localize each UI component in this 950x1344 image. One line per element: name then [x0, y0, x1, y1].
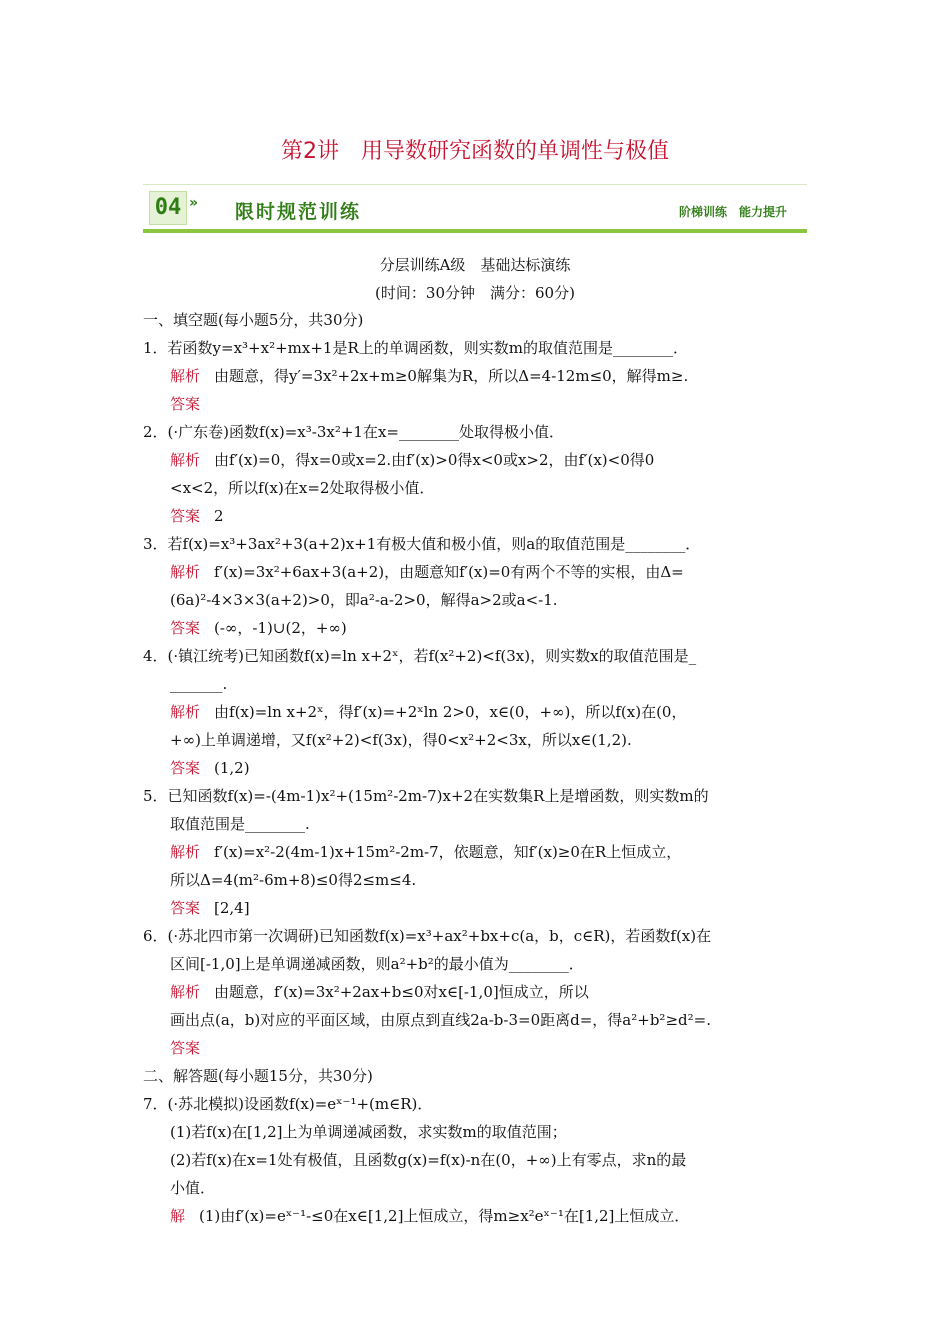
banner-subtitle: 阶梯训练 能力提升 — [678, 205, 787, 219]
answer-6 — [170, 1038, 214, 1058]
analysis-6: 解析 由题意，f′(x)=3x²+2ax+b≤0对x∈[-1,0]恒成立，所以 — [170, 983, 589, 1001]
analysis-label: 解析 — [170, 451, 201, 469]
banner-arrow-icon: » — [189, 195, 199, 211]
time-info: (时间：30分钟 满分：60分) — [375, 284, 575, 302]
analysis-2: 解析 由f′(x)=0，得x=0或x=2.由f′(x)>0得x<0或x>2，由f′(x)<0得0 — [170, 451, 655, 469]
answer-label: 答案 — [170, 395, 201, 413]
banner-number: 04 — [149, 191, 187, 225]
analysis-3: 解析 f′(x)=3x²+6ax+3(a+2)，由题意知f′(x)=0有两个不等的实根，由Δ= — [170, 563, 684, 581]
analysis-5: 解析 f′(x)=x²-2(4m-1)x+15m²-2m-7，依题意，知f′(x)≥0在R上恒成立， — [170, 843, 682, 861]
answer-5: 答案 [2,4] — [170, 899, 250, 917]
answer-label: 答案 — [170, 619, 201, 637]
answer-4: 答案 (1,2) — [170, 759, 250, 777]
analysis-label: 解析 — [170, 367, 201, 385]
answer-1 — [170, 394, 214, 414]
part-one-heading: 一、填空题(每小题5分，共30分) — [143, 311, 364, 329]
analysis-6-cont: 画出点(a，b)对应的平面区域，由原点到直线2a-b-3=0距离d=，得a²+b²≥d²=. — [170, 1011, 711, 1029]
question-7-part-2-cont: 小值． — [170, 1179, 216, 1197]
analysis-3-cont: (6a)²-4×3×3(a+2)>0，即a²-a-2>0，解得a>2或a<-1. — [170, 591, 558, 609]
answer-label: 答案 — [170, 899, 201, 917]
analysis-label: 解析 — [170, 843, 201, 861]
section-title: 分层训练A级 基础达标演练 — [379, 256, 571, 274]
solution-label: 解 — [170, 1207, 186, 1225]
analysis-label: 解析 — [170, 703, 201, 721]
question-5-cont: 取值范围是________. — [170, 815, 310, 833]
answer-2: 答案 2 — [170, 507, 224, 525]
answer-label: 答案 — [170, 507, 201, 525]
page-title: 第2讲 用导数研究函数的单调性与极值 — [281, 139, 669, 164]
analysis-label: 解析 — [170, 983, 201, 1001]
analysis-5-cont: 所以Δ=4(m²-6m+8)≤0得2≤m≤4. — [170, 871, 417, 889]
analysis-4: 解析 由f(x)=ln x+2ˣ，得f′(x)=+2ˣln 2>0，x∈(0，+∞)，所以f(x)在(0， — [170, 703, 687, 721]
question-6-cont: 区间[-1,0]上是单调递减函数，则a²+b²的最小值为________． — [170, 955, 584, 973]
part-two-heading: 二、解答题(每小题15分，共30分) — [143, 1067, 373, 1085]
analysis-4-cont: +∞)上单调递增，又f(x²+2)<f(3x)，得0<x²+2<3x，所以x∈(1,2). — [170, 731, 632, 749]
question-6: 6．(·苏北四市第一次调研)已知函数f(x)=x³+ax²+bx+c(a，b，c∈R)，若函数f(x)在 — [143, 927, 712, 945]
question-3: 3．若f(x)=x³+3ax²+3(a+2)x+1有极大值和极小值，则a的取值范围是________． — [143, 535, 701, 553]
question-4: 4．(·镇江统考)已知函数f(x)=ln x+2ˣ，若f(x²+2)<f(3x)，则实数x的取值范围是_ — [143, 647, 697, 665]
question-7: 7．(·苏北模拟)设函数f(x)=eˣ⁻¹+(m∈R)． — [143, 1095, 433, 1113]
answer-label: 答案 — [170, 1039, 201, 1057]
banner-underline — [143, 229, 807, 233]
answer-label: 答案 — [170, 759, 201, 777]
banner-heading: 限时规范训练 — [235, 201, 362, 223]
solution-7: 解 (1)由f′(x)=eˣ⁻¹-≤0在x∈[1,2]上恒成立，得m≥x²eˣ⁻¹在[1,2]上恒成立． — [170, 1207, 690, 1225]
section-banner — [143, 184, 807, 233]
question-5: 5．已知函数f(x)=-(4m-1)x²+(15m²-2m-7)x+2在实数集R上是增函数，则实数m的 — [143, 787, 709, 805]
question-4-cont: _______. — [170, 675, 228, 693]
analysis-label: 解析 — [170, 563, 201, 581]
question-7-part-1: (1)若f(x)在[1,2]上为单调递减函数，求实数m的取值范围； — [170, 1123, 567, 1141]
answer-3: 答案 (-∞，-1)∪(2，+∞) — [170, 619, 347, 637]
analysis-1: 解析 由题意，得y′=3x²+2x+m≥0解集为R，所以Δ=4-12m≤0，解得m≥. — [170, 367, 689, 385]
question-7-part-2: (2)若f(x)在x=1处有极值，且函数g(x)=f(x)-n在(0，+∞)上有零点，求n的最 — [170, 1151, 687, 1169]
question-1: 1．若函数y=x³+x²+mx+1是R上的单调函数，则实数m的取值范围是________． — [143, 339, 688, 357]
analysis-2-cont: <x<2，所以f(x)在x=2处取得极小值． — [170, 479, 435, 497]
question-2: 2．(·广东卷)函数f(x)=x³-3x²+1在x=________处取得极小值． — [143, 423, 564, 441]
